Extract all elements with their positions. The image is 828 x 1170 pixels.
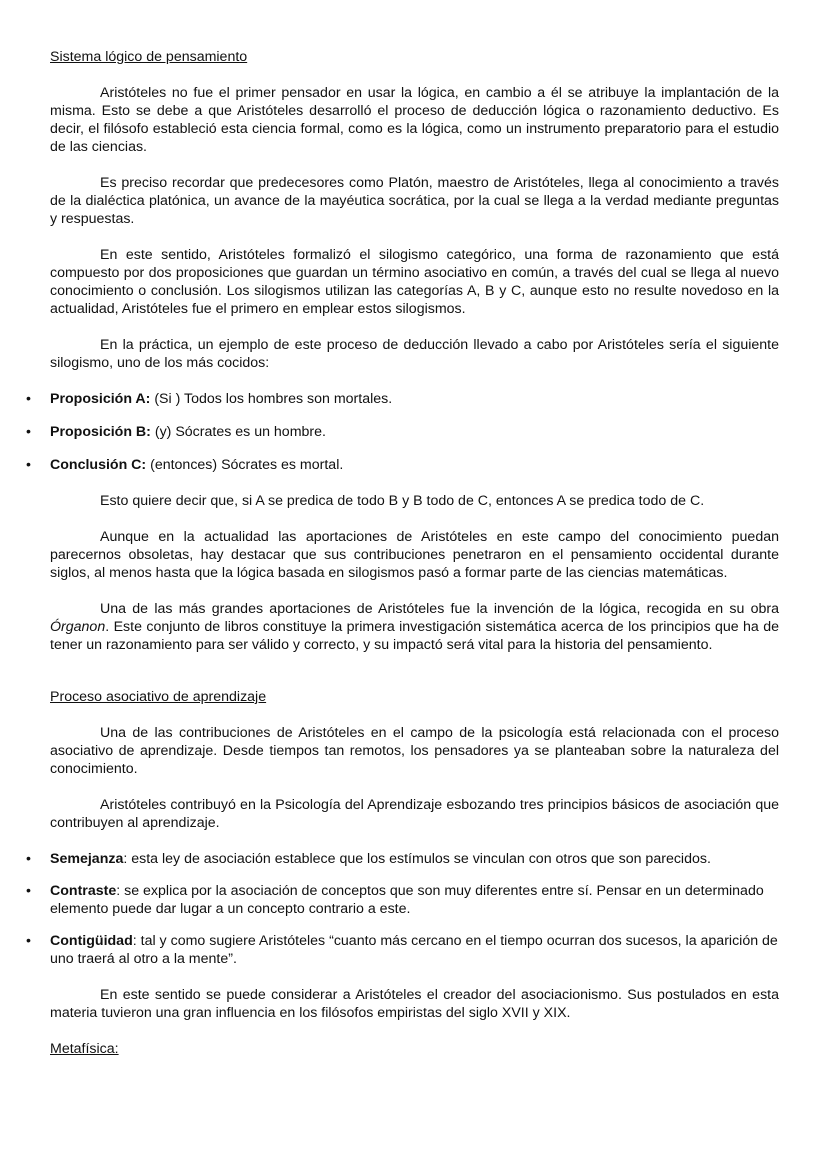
book-title: Órganon — [50, 619, 106, 635]
association-principles-list — [50, 850, 779, 968]
paragraph: En la práctica, un ejemplo de este proceso de deducción llevado a cabo por Aristóteles sería el siguiente silogismo, uno de los más cocidos: — [50, 337, 779, 371]
paragraph: En este sentido, Aristóteles formalizó el silogismo categórico, una forma de razonamiento que está compuesto por dos proposiciones que guardan un término asociativo en común, a través del cual se llega al nuevo conocimiento o conclusión. Los silogismos utilizan las categorías A, B y C, aunque esto no resulte novedoso en la actualidad, Aristóteles fue el primero en emplear estos silogismos. — [50, 247, 779, 317]
list-item — [50, 456, 779, 474]
list-item-text: (y) Sócrates es un hombre. — [150, 424, 326, 440]
paragraph-text: Una de las más grandes aportaciones de Aristóteles fue la invención de la lógica, recogida en su obra — [100, 601, 779, 617]
paragraph: Aunque en la actualidad las aportaciones de Aristóteles en este campo del conocimiento puedan parecernos obsoletas, hay destacar que sus contribuciones penetraron en el pensamiento occidental durante siglos, al menos hasta que la lógica basada en silogismos pasó a formar parte de las ciencias matemáticas. — [50, 529, 779, 581]
list-item — [50, 390, 779, 408]
paragraph: Esto quiere decir que, si A se predica de todo B y B todo de C, entonces A se predica todo de C. — [100, 493, 705, 509]
paragraph — [50, 600, 779, 654]
list-item-label: Conclusión C: — [50, 457, 147, 473]
list-item-label: Contraste — [50, 883, 117, 899]
list-item-text: : esta ley de asociación establece que los estímulos se vinculan con otros que son parecidos. — [123, 851, 711, 867]
section-heading-metaphysics: Metafísica: — [50, 1041, 119, 1057]
paragraph: Aristóteles no fue el primer pensador en usar la lógica, en cambio a él se atribuye la implantación de la misma. Esto se debe a que Aristóteles desarrolló el proceso de deducción lógica o razonamiento deductivo. Es decir, el filósofo estableció esta ciencia formal, como es la lógica, como un instrumento preparatorio para el estudio de las ciencias. — [50, 85, 779, 155]
list-item-label: Semejanza — [50, 851, 124, 867]
list-item-text: (Si ) Todos los hombres son mortales. — [150, 391, 393, 407]
list-item — [50, 423, 779, 441]
paragraph: Aristóteles contribuyó en la Psicología del Aprendizaje esbozando tres principios básicos de asociación que contribuyen al aprendizaje. — [50, 797, 779, 831]
list-item-label: Contigüidad — [50, 933, 133, 949]
list-item — [50, 850, 779, 868]
list-item — [50, 932, 779, 968]
list-item-text: (entonces) Sócrates es mortal. — [146, 457, 344, 473]
section-heading-logic: Sistema lógico de pensamiento — [50, 49, 248, 65]
list-item-text: : tal y como sugiere Aristóteles “cuanto más cercano en el tiempo ocurran dos sucesos, la aparición de uno traerá al otro a la mente”. — [50, 933, 778, 967]
list-item-label: Proposición A: — [50, 391, 151, 407]
list-item-text: : se explica por la asociación de conceptos que son muy diferentes entre sí. Pensar en un determinado elemento puede dar lugar a un concepto contrario a este. — [50, 883, 764, 917]
document-page — [50, 48, 779, 1076]
syllogism-list — [50, 390, 779, 474]
list-item — [50, 882, 779, 918]
list-item-label: Proposición B: — [50, 424, 151, 440]
paragraph: Es preciso recordar que predecesores como Platón, maestro de Aristóteles, llega al conocimiento a través de la dialéctica platónica, un avance de la mayéutica socrática, por la cual se llega a la verdad mediante preguntas y respuestas. — [50, 175, 779, 227]
paragraph: Una de las contribuciones de Aristóteles en el campo de la psicología está relacionada con el proceso asociativo de aprendizaje. Desde tiempos tan remotos, los pensadores ya se planteaban sobre la naturaleza del conocimiento. — [50, 725, 779, 777]
paragraph-text: . Este conjunto de libros constituye la primera investigación sistemática acerca de los principios que ha de tener un razonamiento para ser válido y correcto, y su impactó será vital para la historia del pensamiento. — [50, 619, 779, 653]
paragraph: En este sentido se puede considerar a Aristóteles el creador del asociacionismo. Sus postulados en esta materia tuvieron una gran influencia en los filósofos empiristas del siglo XVII y XIX. — [50, 987, 779, 1021]
section-heading-learning: Proceso asociativo de aprendizaje — [50, 689, 267, 705]
